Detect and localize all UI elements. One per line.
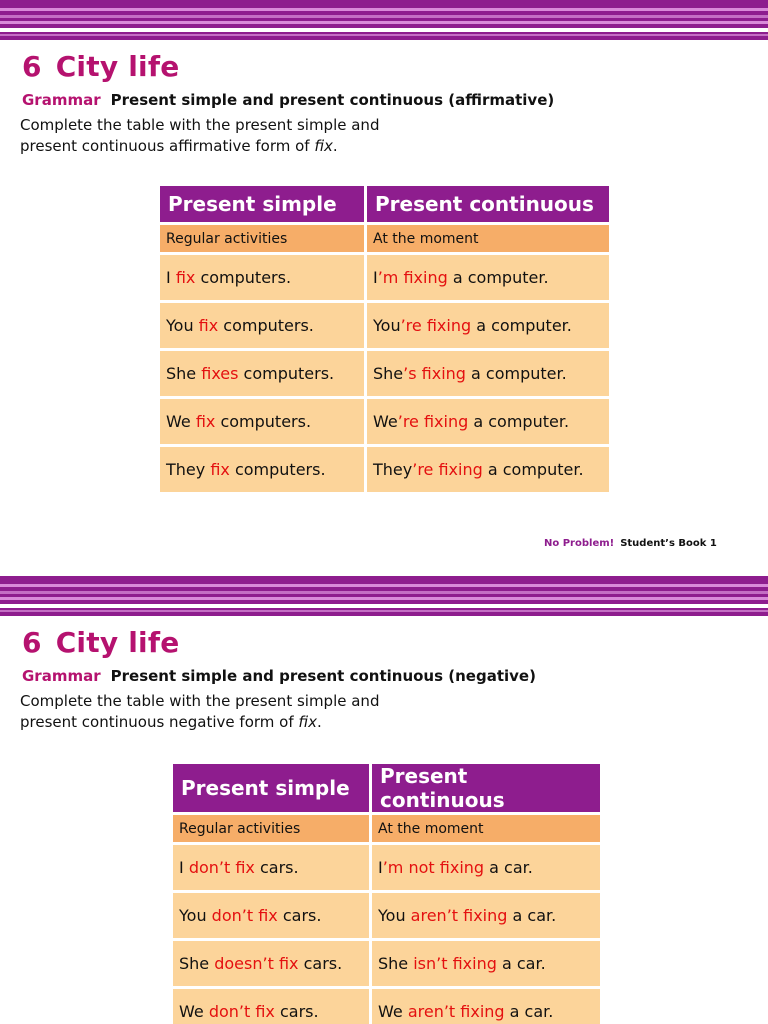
subject: She xyxy=(373,364,404,383)
object: computers. xyxy=(238,364,335,383)
table-row xyxy=(173,893,600,938)
simple-cell xyxy=(160,255,364,300)
verb-form: ’m fixing xyxy=(377,268,448,287)
subject: We xyxy=(179,1002,209,1021)
verb-form: fix xyxy=(175,268,196,287)
object: cars. xyxy=(274,1002,319,1021)
instruction-verb: fix xyxy=(298,713,317,731)
simple-cell xyxy=(173,845,369,890)
grammar-subtitle xyxy=(22,667,536,685)
verb-form: don’t fix xyxy=(188,858,255,877)
object: a computer. xyxy=(468,412,570,431)
footer xyxy=(544,538,717,549)
verb-form: ’m not fixing xyxy=(382,858,485,877)
verb-form: fix xyxy=(195,412,216,431)
subject: I xyxy=(378,858,383,877)
instruction-end: . xyxy=(332,137,338,155)
header-present-continuous: Present continuous xyxy=(367,186,609,222)
subject: They xyxy=(166,460,211,479)
verb-form: fix xyxy=(198,316,219,335)
subject: I xyxy=(166,268,176,287)
subject: She xyxy=(179,954,215,973)
subject: I xyxy=(179,858,189,877)
header-present-simple: Present simple xyxy=(173,764,369,812)
verb-form: fix xyxy=(210,460,230,479)
verb-form: ’re fixing xyxy=(412,460,483,479)
object: cars. xyxy=(298,954,343,973)
simple-cell xyxy=(173,989,369,1024)
continuous-cell xyxy=(372,893,600,938)
object: a computer. xyxy=(447,268,549,287)
table-row xyxy=(160,255,609,300)
subheader-at-the-moment: At the moment xyxy=(372,815,600,842)
grammar-label: Grammar xyxy=(22,667,101,685)
simple-cell xyxy=(173,893,369,938)
object: computers. xyxy=(229,460,326,479)
object: cars. xyxy=(254,858,299,877)
subject: They xyxy=(373,460,413,479)
continuous-cell xyxy=(372,989,600,1024)
simple-cell xyxy=(160,447,364,492)
verb-form: doesn’t fix xyxy=(214,954,299,973)
footer-book: Student’s Book 1 xyxy=(620,538,717,549)
subject: You xyxy=(166,316,199,335)
object: a car. xyxy=(496,954,546,973)
table-header-row xyxy=(173,764,600,812)
object: a computer. xyxy=(471,316,572,335)
instruction-line-2 xyxy=(20,712,440,733)
subheader-regular-activities: Regular activities xyxy=(160,225,364,252)
table-header-row xyxy=(160,186,609,222)
chapter-number: 6 xyxy=(22,50,42,83)
table-row xyxy=(160,303,609,348)
table-row xyxy=(173,845,600,890)
subject: She xyxy=(166,364,202,383)
object: computers. xyxy=(195,268,292,287)
instruction-line-2 xyxy=(20,136,440,157)
table-row xyxy=(160,351,609,396)
grammar-subtitle xyxy=(22,91,554,109)
verb-form: ’re fixing xyxy=(397,412,469,431)
instructions xyxy=(20,115,440,157)
header-stripes xyxy=(0,576,768,616)
subheader-regular-activities: Regular activities xyxy=(173,815,369,842)
verb-form: don’t fix xyxy=(208,1002,275,1021)
object: a car. xyxy=(504,1002,554,1021)
simple-cell xyxy=(160,351,364,396)
verb-form: don’t fix xyxy=(211,906,278,925)
instruction-line-1: Complete the table with the present simple and xyxy=(20,116,380,134)
verb-form: aren’t fixing xyxy=(410,906,508,925)
continuous-cell xyxy=(367,303,609,348)
instruction-line-1: Complete the table with the present simple and xyxy=(20,692,380,710)
instructions xyxy=(20,691,440,733)
subject: We xyxy=(166,412,196,431)
subject: I xyxy=(373,268,378,287)
verb-form: ’s fixing xyxy=(403,364,466,383)
verb-form: isn’t fixing xyxy=(413,954,497,973)
continuous-cell xyxy=(372,845,600,890)
grammar-table-affirmative xyxy=(157,183,612,495)
grammar-label: Grammar xyxy=(22,91,101,109)
simple-cell xyxy=(160,399,364,444)
table-row xyxy=(173,941,600,986)
table-subheader-row xyxy=(160,225,609,252)
table-row xyxy=(160,447,609,492)
object: computers. xyxy=(215,412,312,431)
subject: We xyxy=(373,412,398,431)
chapter-heading xyxy=(22,626,179,659)
grammar-topic: Present simple and present continuous (negative) xyxy=(110,667,536,685)
chapter-heading xyxy=(22,50,179,83)
instruction-text: present continuous affirmative form of xyxy=(20,137,315,155)
grammar-topic: Present simple and present continuous (affirmative) xyxy=(110,91,555,109)
table-row xyxy=(160,399,609,444)
simple-cell xyxy=(160,303,364,348)
header-present-continuous: Present continuous xyxy=(372,764,600,812)
object: a car. xyxy=(484,858,533,877)
continuous-cell xyxy=(367,255,609,300)
footer-brand: No Problem! xyxy=(544,538,615,549)
verb-form: ’re fixing xyxy=(400,316,472,335)
object: a car. xyxy=(507,906,557,925)
slide-negative xyxy=(0,576,768,1024)
continuous-cell xyxy=(367,351,609,396)
table-subheader-row xyxy=(173,815,600,842)
header-present-simple: Present simple xyxy=(160,186,364,222)
subject: You xyxy=(179,906,212,925)
verb-form: aren’t fixing xyxy=(407,1002,505,1021)
instruction-verb: fix xyxy=(314,137,333,155)
chapter-number: 6 xyxy=(22,626,42,659)
object: computers. xyxy=(218,316,314,335)
instruction-text: present continuous negative form of xyxy=(20,713,299,731)
object: a computer. xyxy=(482,460,584,479)
subject: You xyxy=(378,906,411,925)
object: a computer. xyxy=(465,364,567,383)
continuous-cell xyxy=(372,941,600,986)
object: cars. xyxy=(277,906,322,925)
subheader-at-the-moment: At the moment xyxy=(367,225,609,252)
simple-cell xyxy=(173,941,369,986)
table-row xyxy=(173,989,600,1024)
instruction-end: . xyxy=(316,713,322,731)
header-stripes xyxy=(0,0,768,40)
chapter-title: City life xyxy=(55,50,180,83)
subject: She xyxy=(378,954,414,973)
verb-form: fixes xyxy=(201,364,239,383)
continuous-cell xyxy=(367,447,609,492)
chapter-title: City life xyxy=(55,626,180,659)
grammar-table-negative xyxy=(170,761,603,1024)
subject: We xyxy=(378,1002,408,1021)
continuous-cell xyxy=(367,399,609,444)
subject: You xyxy=(373,316,401,335)
